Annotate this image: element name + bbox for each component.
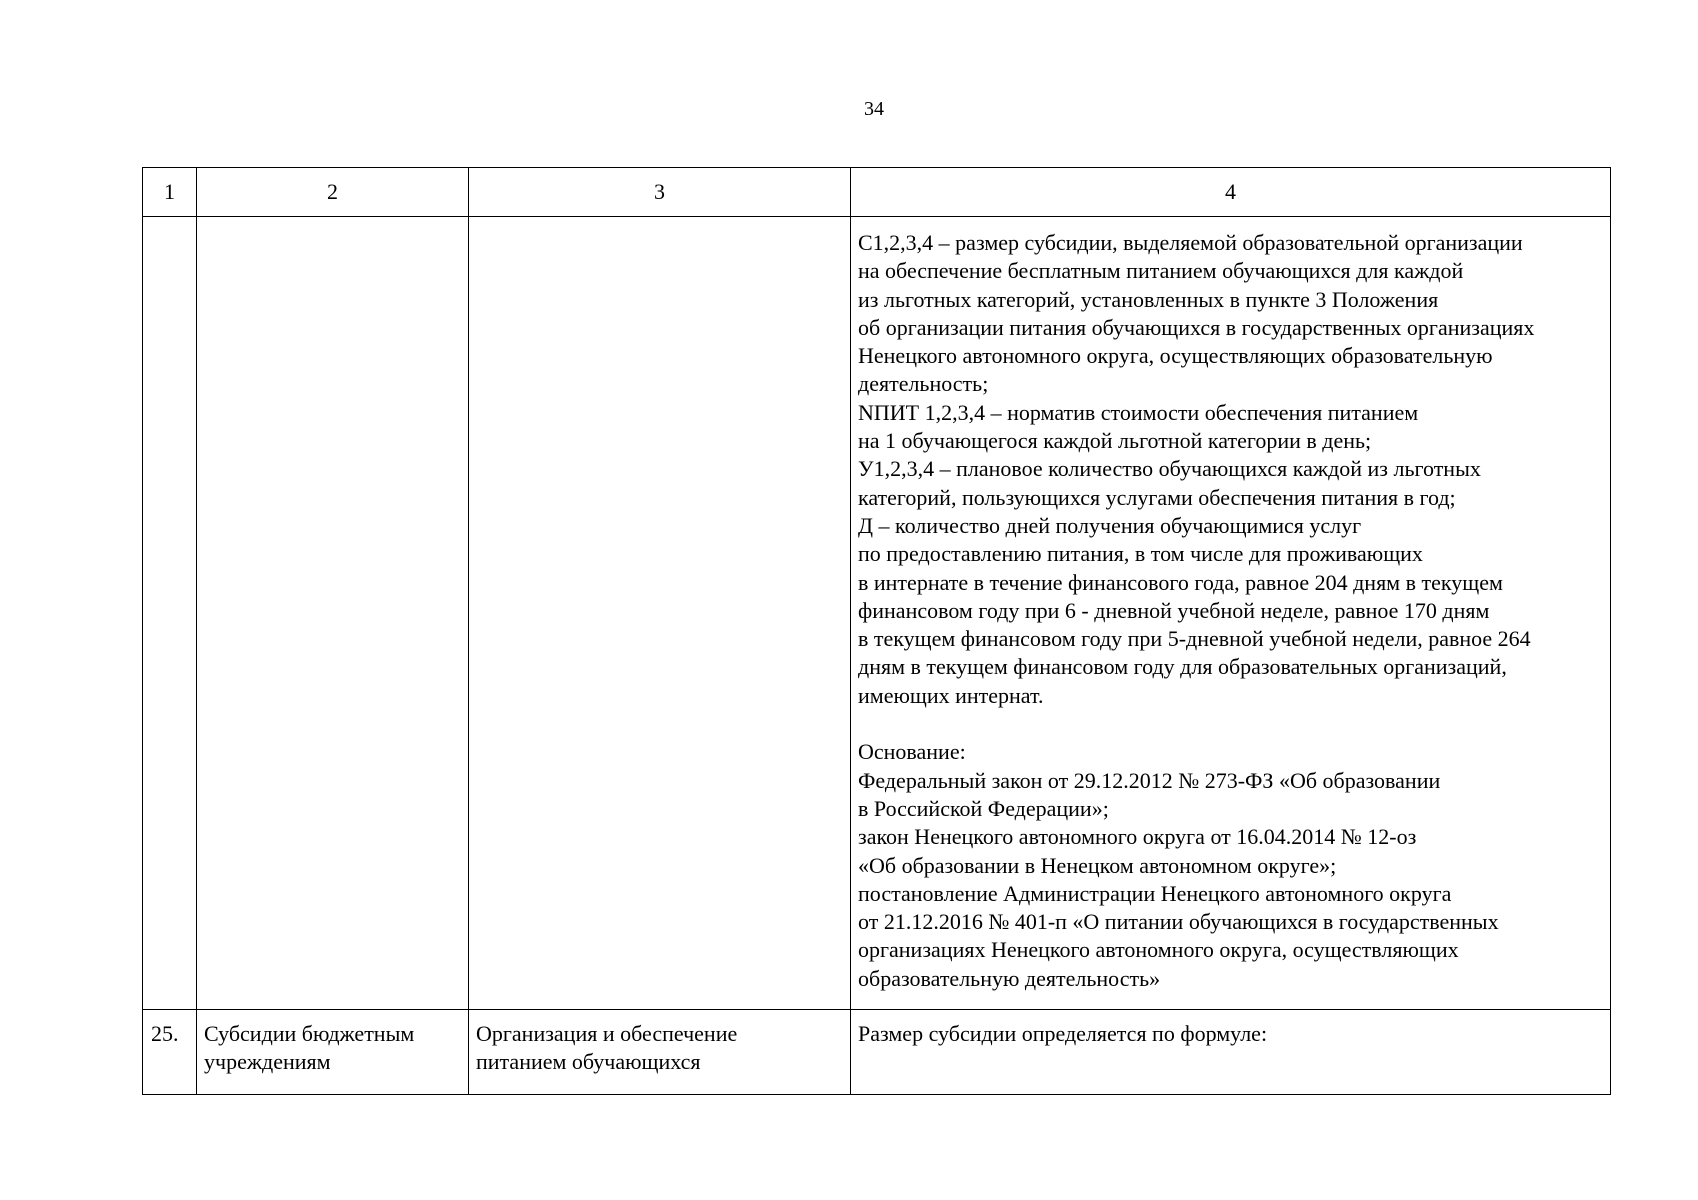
text-line: в текущем финансовом году при 5-дневной учебной недели, равное 264: [858, 626, 1531, 652]
text-line: категорий, пользующихся услугами обеспечения питания в год;: [858, 484, 1456, 510]
cell-number: 25.: [143, 1010, 197, 1095]
text-line: финансовом году при 6 - дневной учебной неделе, равное 170 дням: [858, 597, 1490, 623]
text-line: Федеральный закон от 29.12.2012 № 273-ФЗ «Об образовании: [858, 767, 1441, 793]
text-line: Организация и обеспечение: [476, 1021, 738, 1046]
text-line: образовательную деятельность»: [858, 965, 1161, 991]
text-line: деятельность;: [858, 371, 989, 397]
text-line: закон Ненецкого автономного округа от 16.04.2014 № 12-оз: [858, 824, 1417, 850]
table-row-continuation: [143, 217, 1611, 1010]
legal-basis: [858, 738, 1603, 993]
cell-number: [143, 217, 197, 1010]
text-line: организациях Ненецкого автономного округа, осуществляющих: [858, 937, 1459, 963]
header-cell-2: 2: [197, 168, 469, 217]
text-line: дням в текущем финансовом году для образовательных организаций,: [858, 654, 1507, 680]
table-header-row: [143, 168, 1611, 217]
cell-name: [197, 217, 469, 1010]
page-number: 34: [864, 98, 884, 120]
text-line: на обеспечение бесплатным питанием обучающихся для каждой: [858, 258, 1464, 284]
text-line: NПИТ 1,2,3,4 – норматив стоимости обеспечения питанием: [858, 399, 1419, 425]
text-line: Субсидии бюджетным: [204, 1021, 415, 1046]
cell-purpose: [469, 217, 851, 1010]
text-line: С1,2,3,4 – размер субсидии, выделяемой образовательной организации: [858, 230, 1523, 255]
text-line: в интернате в течение финансового года, равное 204 дням в текущем: [858, 569, 1503, 595]
header-cell-3: 3: [469, 168, 851, 217]
text-line: из льготных категорий, установленных в пункте 3 Положения: [858, 286, 1439, 312]
text-line: об организации питания обучающихся в государственных организациях: [858, 314, 1535, 340]
cell-formula-description: Размер субсидии определяется по формуле:: [851, 1010, 1611, 1095]
table-row-25: [143, 1010, 1611, 1095]
text-line: Д – количество дней получения обучающимися услуг: [858, 512, 1362, 538]
text-line: У1,2,3,4 – плановое количество обучающихся каждой из льготных: [858, 456, 1481, 482]
cell-name: [197, 1010, 469, 1095]
formula-definitions: [858, 229, 1603, 710]
text-line: на 1 обучающегося каждой льготной категории в день;: [858, 428, 1372, 454]
text-line: по предоставлению питания, в том числе для проживающих: [858, 541, 1423, 567]
text-line: Ненецкого автономного округа, осуществляющих образовательную: [858, 343, 1493, 369]
text-line: Основание:: [858, 739, 966, 765]
text-line: «Об образовании в Ненецком автономном округе»;: [858, 852, 1337, 878]
header-cell-4: 4: [851, 168, 1611, 217]
text-line: от 21.12.2016 № 401-п «О питании обучающихся в государственных: [858, 909, 1499, 935]
text-line: в Российской Федерации»;: [858, 795, 1109, 821]
text-line: имеющих интернат.: [858, 682, 1044, 708]
text-line: учреждениям: [204, 1049, 331, 1075]
text-line: постановление Администрации Ненецкого автономного округа: [858, 880, 1452, 906]
header-cell-1: 1: [143, 168, 197, 217]
cell-formula-description: [851, 217, 1611, 1010]
document-table: [142, 167, 1611, 1095]
text-line: питанием обучающихся: [476, 1049, 701, 1075]
cell-purpose: [469, 1010, 851, 1095]
